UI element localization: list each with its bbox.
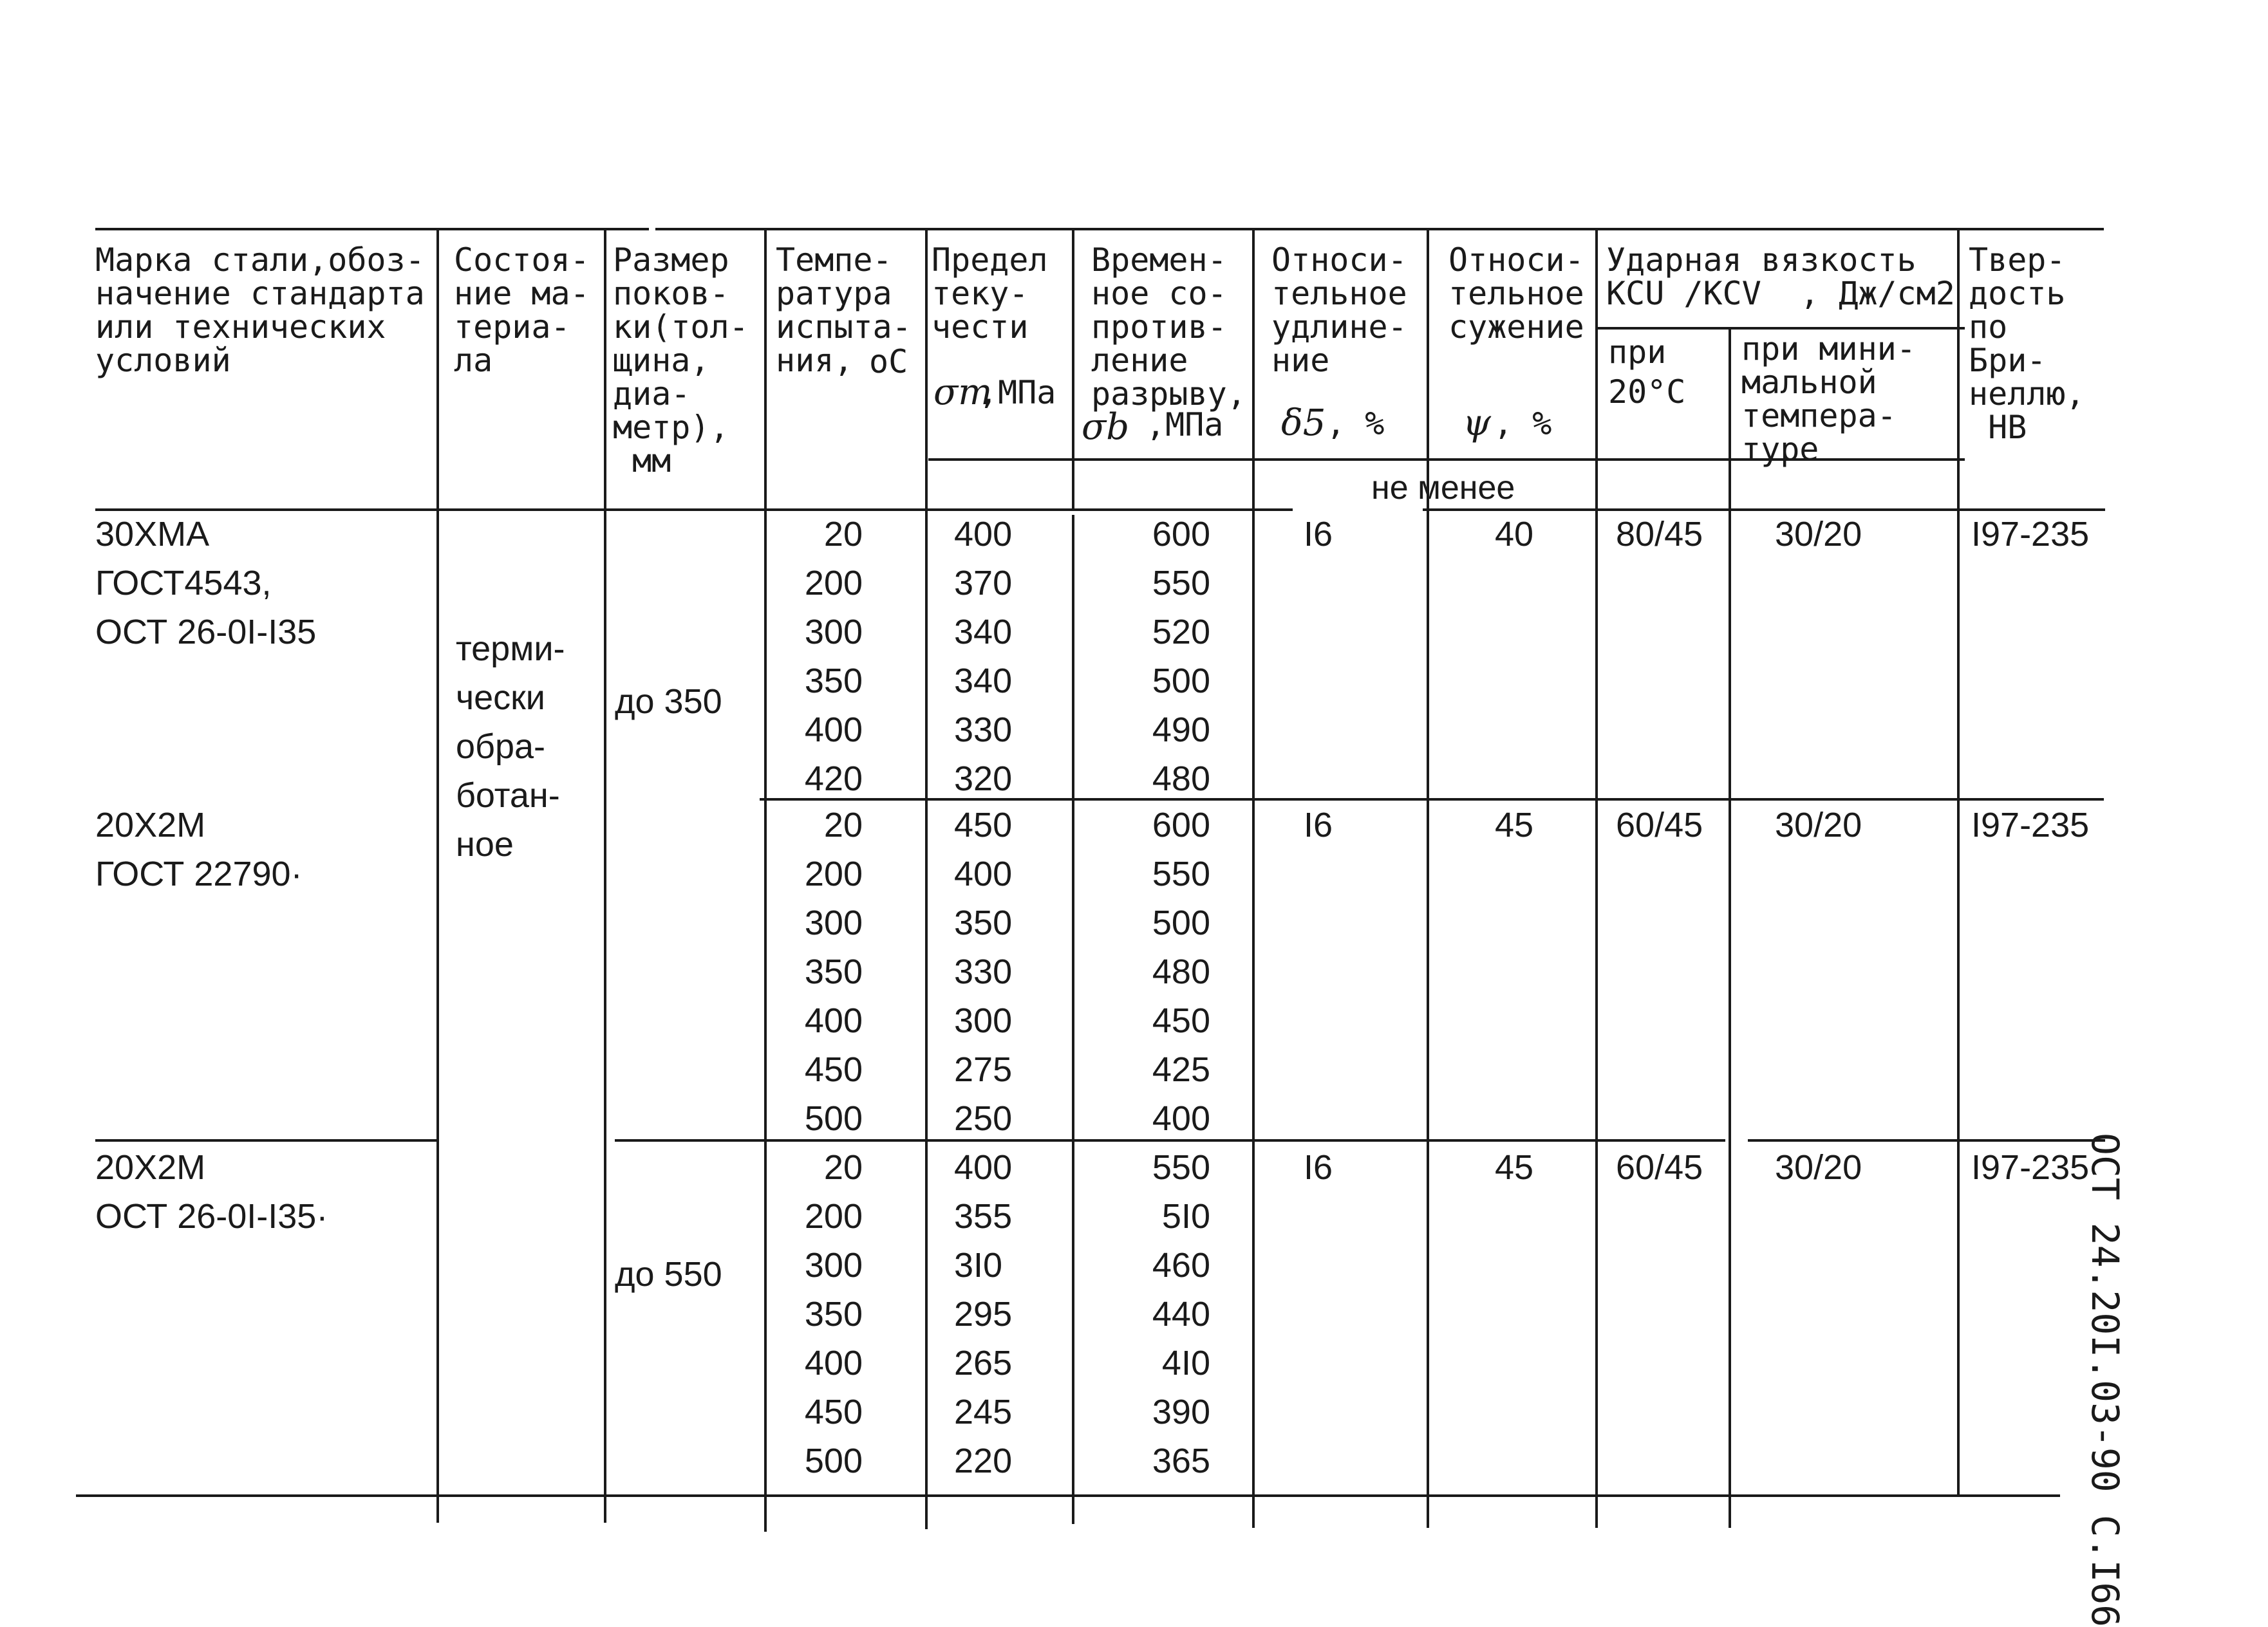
header-elongation-unit: , % [1326, 405, 1385, 442]
header-yield-strength-unit: ,МПа [979, 374, 1056, 411]
header-impact-min-temp: при мини- мальной темпера- туре [1741, 330, 1916, 468]
header-not-less: не менее [1371, 469, 1515, 507]
group-separator-rule [1748, 1139, 2105, 1142]
tensile-cell: 550 [1152, 1148, 1210, 1187]
temperature-cell: 350 [804, 662, 863, 700]
tensile-cell: 480 [1152, 953, 1210, 991]
temperature-cell: 200 [804, 564, 863, 602]
reduction-symbol: ψ [1463, 402, 1491, 444]
elongation-value: I6 [1304, 515, 1333, 553]
steel-grade: 30ХМА [95, 515, 210, 553]
impact-20c-value: 60/45 [1616, 806, 1703, 844]
header-test-temperature: Темпе- ратура испыта- ния, [776, 241, 912, 379]
tensile-cell: 520 [1152, 613, 1210, 651]
temperature-cell: 300 [804, 613, 863, 651]
yield-cell: 3I0 [954, 1246, 1003, 1285]
impact-min-temp-value: 30/20 [1775, 1148, 1862, 1187]
temperature-cell: 400 [804, 711, 863, 749]
yield-cell: 370 [954, 564, 1013, 602]
tensile-cell: 425 [1152, 1050, 1210, 1089]
yield-strength-symbol: σт [933, 371, 993, 413]
header-reduction-unit: , % [1494, 405, 1552, 442]
tensile-cell: 600 [1152, 515, 1210, 553]
elongation-value: I6 [1304, 806, 1333, 844]
material-condition-line: чески [456, 678, 545, 717]
yield-cell: 340 [954, 613, 1013, 651]
column-divider [1957, 229, 1960, 1494]
steel-grade: 20Х2М [95, 806, 206, 844]
temperature-cell: 350 [804, 1295, 863, 1334]
yield-cell: 275 [954, 1050, 1013, 1089]
yield-cell: 450 [954, 806, 1013, 844]
column-divider [1595, 229, 1598, 1528]
material-condition-line: ное [456, 825, 514, 864]
reduction-value: 40 [1495, 515, 1534, 553]
tensile-cell: 500 [1152, 662, 1210, 700]
header-reduction: Относи- тельное сужение [1448, 241, 1584, 346]
tensile-cell: 450 [1152, 1001, 1210, 1040]
column-divider [1729, 330, 1731, 1528]
temperature-cell: 200 [804, 855, 863, 893]
yield-cell: 250 [954, 1099, 1013, 1138]
tensile-cell: 500 [1152, 904, 1210, 942]
table-bottom-rule [76, 1494, 2060, 1497]
yield-cell: 330 [954, 711, 1013, 749]
yield-cell: 295 [954, 1295, 1013, 1334]
standard-reference: ГОСТ4543, [95, 564, 272, 602]
header-brinell-hardness: Твер- дость по Бри- неллю, НВ [1969, 241, 2085, 446]
material-condition-line: ботан- [456, 776, 560, 815]
yield-cell: 400 [954, 1148, 1013, 1187]
reduction-value: 45 [1495, 1148, 1534, 1187]
temperature-cell: 350 [804, 953, 863, 991]
header-test-temperature-unit: оC [869, 343, 908, 380]
temperature-cell: 400 [804, 1344, 863, 1382]
yield-cell: 350 [954, 904, 1013, 942]
yield-cell: 320 [954, 759, 1013, 798]
elongation-value: I6 [1304, 1148, 1333, 1187]
temperature-cell: 300 [804, 904, 863, 942]
tensile-cell: 4I0 [1161, 1344, 1210, 1382]
hardness-value: I97-235 [1971, 1148, 2090, 1187]
temperature-cell: 20 [823, 806, 863, 844]
column-divider [1252, 229, 1255, 1528]
column-divider [925, 229, 928, 1529]
column-divider [1072, 515, 1074, 1524]
header-yield-strength: Предел теку- чести [932, 241, 1048, 346]
column-divider [604, 229, 606, 1523]
group-separator-rule [760, 798, 2104, 801]
header-forging-size: Размер поков- ки(тол- щина, диа- метр), [613, 241, 749, 446]
temperature-cell: 450 [804, 1393, 863, 1431]
temperature-cell: 500 [804, 1099, 863, 1138]
header-tensile-strength: Времен- ное со- против- ление разрыву, [1091, 241, 1246, 413]
yield-cell: 330 [954, 953, 1013, 991]
forging-size: до 550 [615, 1255, 722, 1294]
header-tensile-strength-unit: ,МПа [1146, 406, 1224, 443]
temperature-cell: 20 [823, 1148, 863, 1187]
column-divider [1072, 229, 1074, 510]
table-top-rule [95, 228, 649, 230]
reduction-value: 45 [1495, 806, 1534, 844]
tensile-cell: 365 [1152, 1442, 1210, 1480]
standard-reference: ОСТ 26-0I-I35 [95, 613, 317, 651]
tensile-cell: 390 [1152, 1393, 1210, 1431]
tensile-cell: 5I0 [1161, 1197, 1210, 1236]
hardness-value: I97-235 [1971, 515, 2090, 553]
temperature-cell: 200 [804, 1197, 863, 1236]
yield-cell: 400 [954, 515, 1013, 553]
yield-cell: 300 [954, 1001, 1013, 1040]
header-impact-toughness: Ударная вязкость KCU /KCV , Дж/см2 [1606, 241, 1955, 312]
material-condition-line: обра- [456, 727, 546, 766]
temperature-cell: 420 [804, 759, 863, 798]
tensile-cell: 480 [1152, 759, 1210, 798]
standard-reference: ГОСТ 22790· [95, 855, 303, 893]
header-steel-grade: Марка стали,обоз- начение стандарта или технических условий [95, 241, 425, 379]
tensile-cell: 550 [1152, 564, 1210, 602]
header-forging-size-unit: мм [632, 442, 671, 479]
temperature-cell: 20 [823, 515, 863, 553]
steel-grade: 20Х2М [95, 1148, 206, 1187]
header-material-state: Состоя- ние ма- териа- ла [454, 241, 590, 379]
impact-min-temp-value: 30/20 [1775, 515, 1862, 553]
tensile-cell: 490 [1152, 711, 1210, 749]
header-bottom-rule [1423, 508, 2105, 511]
tensile-cell: 440 [1152, 1295, 1210, 1334]
group-separator-rule [95, 1139, 436, 1142]
hardness-value: I97-235 [1971, 806, 2090, 844]
standard-reference: ОСТ 26-0I-I35· [95, 1197, 328, 1236]
yield-cell: 265 [954, 1344, 1013, 1382]
tensile-strength-symbol: σb [1082, 406, 1130, 448]
impact-min-temp-value: 30/20 [1775, 806, 1862, 844]
yield-cell: 220 [954, 1442, 1013, 1480]
header-elongation: Относи- тельное удлине- ние [1271, 241, 1407, 379]
material-condition-line: терми- [456, 629, 565, 668]
tensile-cell: 400 [1152, 1099, 1210, 1138]
column-divider [436, 229, 439, 1523]
document-code: ОСТ 24.20I.03-90 С.I66 [2083, 1133, 2127, 1627]
group-separator-rule [615, 1139, 1725, 1142]
temperature-cell: 450 [804, 1050, 863, 1089]
temperature-cell: 400 [804, 1001, 863, 1040]
yield-cell: 245 [954, 1393, 1013, 1431]
tensile-cell: 460 [1152, 1246, 1210, 1285]
table-top-rule [655, 228, 2104, 230]
column-divider [1427, 229, 1429, 1528]
impact-20c-value: 80/45 [1616, 515, 1703, 553]
yield-cell: 355 [954, 1197, 1013, 1236]
elongation-symbol: δ5 [1281, 402, 1326, 444]
yield-cell: 340 [954, 662, 1013, 700]
forging-size: до 350 [615, 682, 722, 721]
column-divider [764, 229, 767, 1532]
temperature-cell: 300 [804, 1246, 863, 1285]
yield-cell: 400 [954, 855, 1013, 893]
impact-20c-value: 60/45 [1616, 1148, 1703, 1187]
header-impact-20c: при 20°C [1608, 333, 1686, 411]
impact-subheader-rule [1598, 327, 1965, 330]
tensile-cell: 550 [1152, 855, 1210, 893]
tensile-cell: 600 [1152, 806, 1210, 844]
temperature-cell: 500 [804, 1442, 863, 1480]
header-bottom-rule [95, 508, 1293, 511]
